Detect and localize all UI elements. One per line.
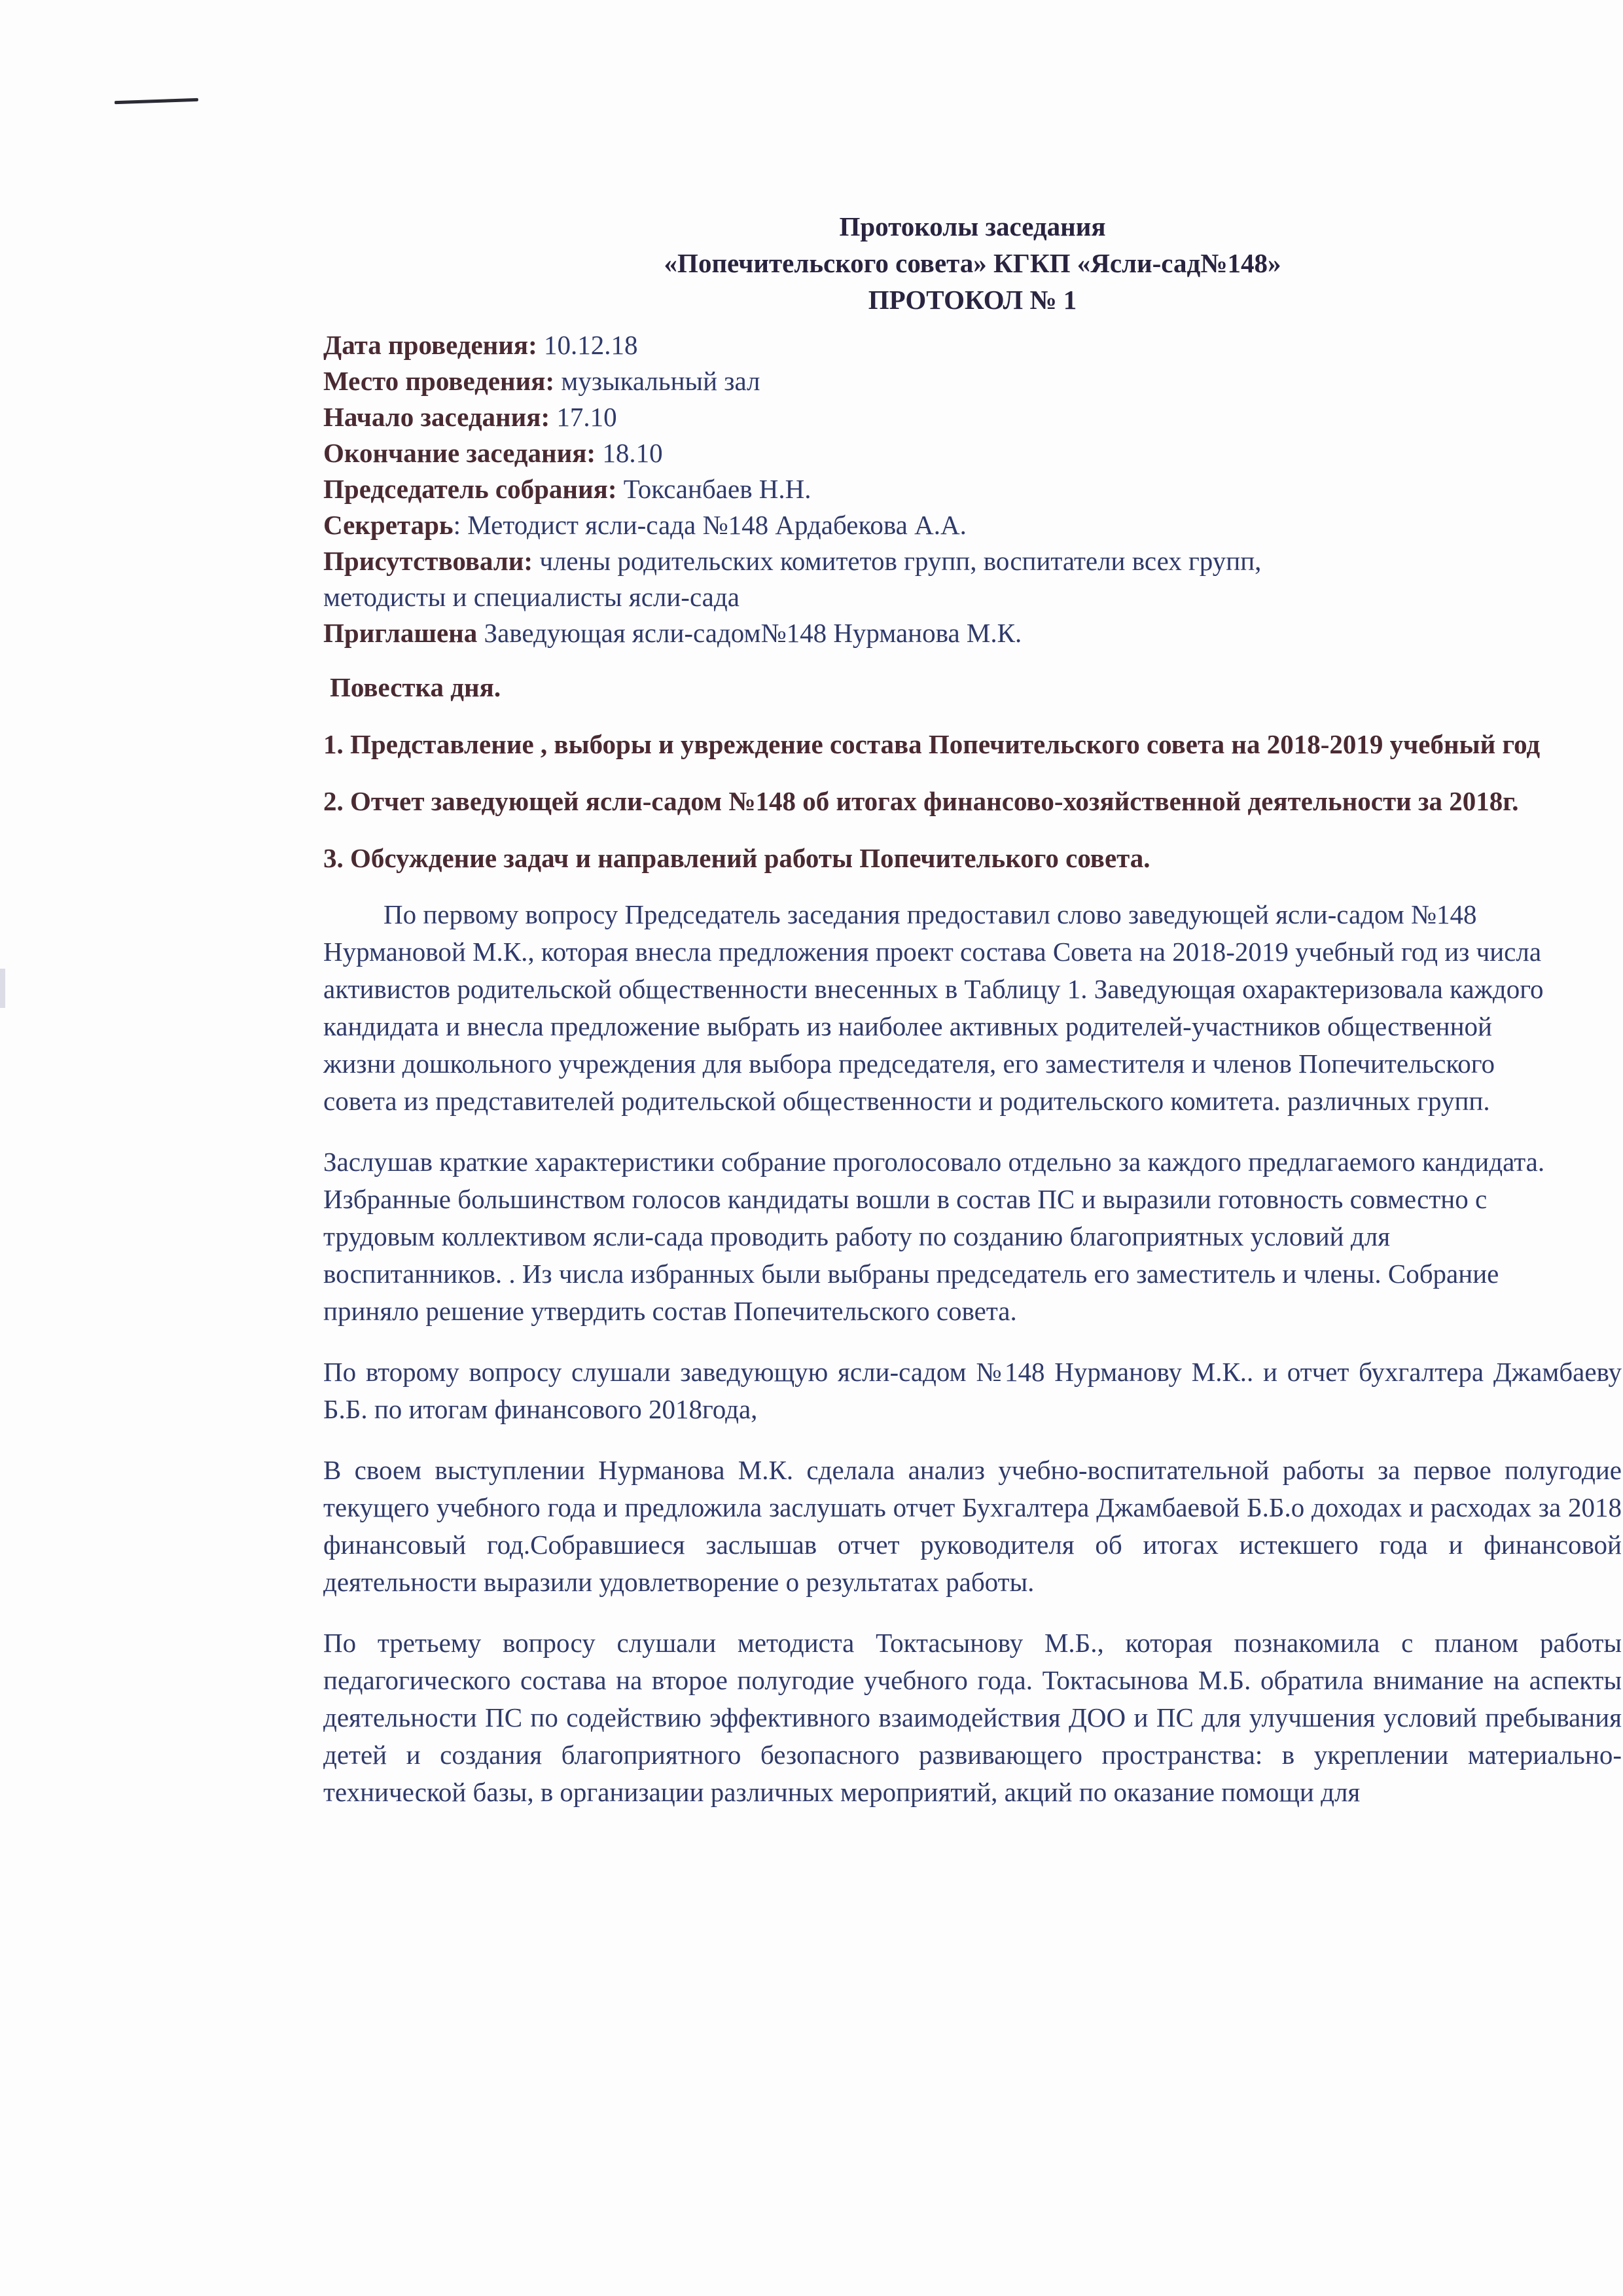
meta-end: Окончание заседания: 18.10 xyxy=(323,438,663,468)
paragraph-first-question: По первому вопросу Председатель заседания предоставил слово заведующей ясли-садом №148 Нурмановой М.К., которая внесла предложения проект состава Совета на 2018-2019 учебный год из числа активистов родительской общественности внесенных в Таблицу 1. Заведующая охарактеризовала каждого кандидата и внесла предложение выбрать из наиболее активных родителей-участников общественной жизни дошкольного учреждения для выбора председателя, его заместителя и членов Попечительского совета из представителей родительской общественности и родительского комитета. различных групп. xyxy=(323,899,1544,1116)
meta-date: Дата проведения: 10.12.18 xyxy=(323,330,638,360)
meeting-details xyxy=(323,327,1622,651)
document-title xyxy=(323,208,1622,318)
agenda-item-2: 2. Отчет заведующей ясли-садом №148 об итогах финансово-хозяйственной деятельности за 2018г. xyxy=(323,786,1519,816)
title-line-3: ПРОТОКОЛ № 1 xyxy=(868,285,1077,315)
agenda-item-3: 3. Обсуждение задач и направлений работы Попечителького совета. xyxy=(323,843,1150,873)
agenda-heading: Повестка дня. xyxy=(330,672,501,702)
meta-attendees: Присутствовали: члены родительских комитетов групп, воспитатели всех групп, xyxy=(323,546,1262,576)
ink-mark xyxy=(115,98,198,104)
paragraph-report: В своем выступлении Нурманова М.К. сделала анализ учебно-воспитательной работы за первое полугодие текущего учебного года и предложила заслушать отчет Бухгалтера Джамбаевой Б.Б.о доходах и расходах за 2018 финансовый год.Собравшиеся заслышав отчет руководителя об итогах истекшего года и финансовой деятельности выразили удовлетворение о результатах работы. xyxy=(323,1455,1622,1597)
paragraph-election: Заслушав краткие характеристики собрание проголосовало отдельно за каждого предлагаемого кандидата. Избранные большинством голосов кандидаты вошли в состав ПС и выразили готовность совместно с трудовым коллективом ясли-сада проводить работу по созданию благоприятных условий для воспитанников. . Из числа избранных были выбраны председатель его заместитель и члены. Собрание приняло решение утвердить состав Попечительского совета. xyxy=(323,1147,1545,1326)
meta-invited: Приглашена Заведующая ясли-садом№148 Нурманова М.К. xyxy=(323,618,1022,648)
meta-chair: Председатель собрания: Токсанбаев Н.Н. xyxy=(323,474,812,504)
title-line-1: Протоколы заседания xyxy=(839,211,1106,242)
meta-attendees-cont: методисты и специалисты ясли-сада xyxy=(323,582,740,612)
document-content xyxy=(323,208,1622,1811)
paragraph-third-question: По третьему вопросу слушали методиста Токтасынову М.Б., которая познакомила с планом работы педагогического состава на второе полугодие учебного года. Токтасынова М.Б. обратила внимание на аспекты деятельности ПС по содействию эффективного взаимодействия ДОО и ПС для улучшения условий пребывания детей и создания благоприятного безопасного развивающего пространства: в укреплении материально-технической базы, в организации различных мероприятий, акций по оказание помощи для xyxy=(323,1628,1622,1807)
title-line-2: «Попечительского совета» КГКП «Ясли-сад№148» xyxy=(664,248,1281,278)
agenda-item-1: 1. Представление , выборы и увреждение состава Попечительского совета на 2018-2019 учебный год xyxy=(323,729,1541,759)
meta-start: Начало заседания: 17.10 xyxy=(323,402,617,432)
meta-place: Место проведения: музыкальный зал xyxy=(323,366,760,396)
paragraph-second-question: По второму вопросу слушали заведующую ясли-садом №148 Нурманову М.К.. и отчет бухгалтера Джамбаеву Б.Б. по итогам финансового 2018года, xyxy=(323,1357,1622,1424)
meta-secretary: Секретарь: Методист ясли-сада №148 Ардабекова А.А. xyxy=(323,510,967,540)
scan-edge-shadow xyxy=(0,969,5,1008)
